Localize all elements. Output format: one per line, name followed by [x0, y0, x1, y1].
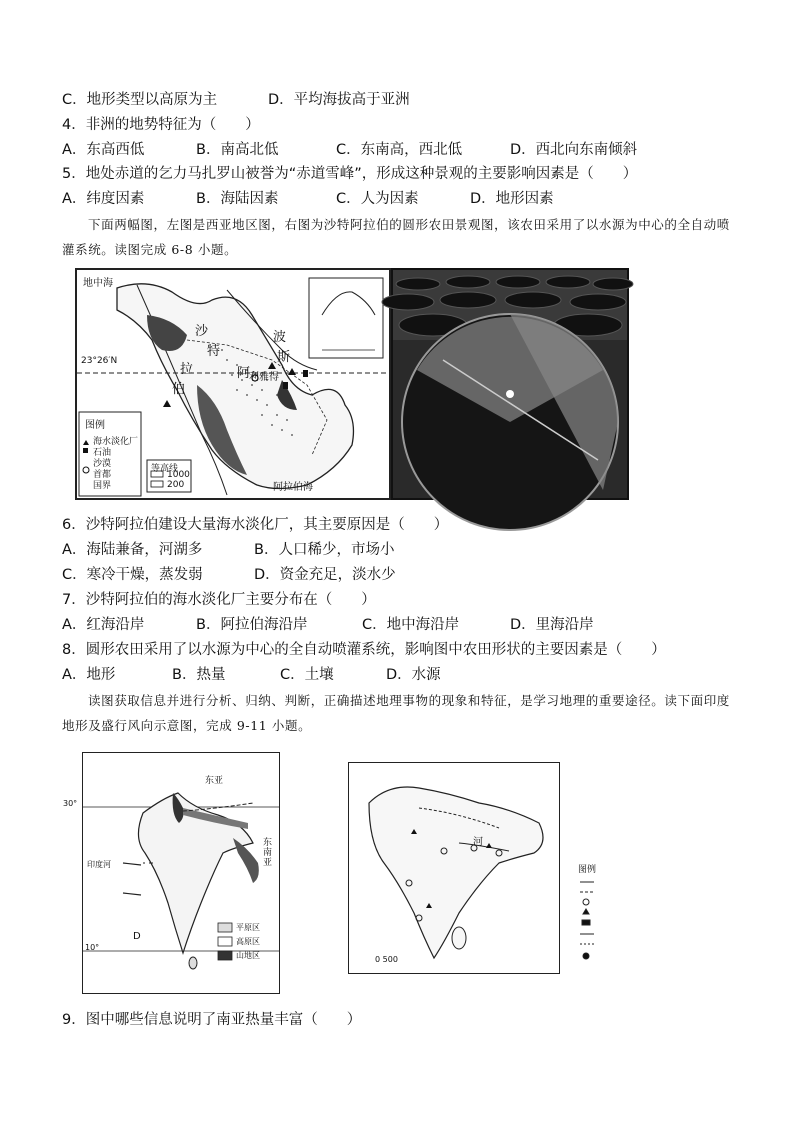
q3-option-c: C．地形类型以高原为主	[62, 92, 218, 108]
map1-elev-1000: 1000	[167, 470, 190, 480]
map3-legend-title: 图例	[578, 865, 597, 875]
q6-option-b: B．人口稀少，市场小	[254, 542, 395, 558]
map1-legend-title: 图例	[85, 420, 105, 431]
q3-option-d: D．平均海拔高于亚洲	[268, 92, 410, 108]
map1-place-sha: 沙	[195, 324, 209, 339]
map1-elev-title: 等高线	[151, 464, 179, 474]
map2-label-d: D	[133, 931, 141, 942]
map1-place-si: 斯	[277, 350, 291, 365]
map1-legend-desal: 海水淡化厂	[93, 437, 139, 447]
q4-stem: 4．非洲的地势特征为（ ）	[62, 117, 260, 133]
south-asia-legend	[566, 862, 626, 972]
q4-option-b: B．南高北低	[196, 142, 279, 158]
map1-place-tl: 利雅得	[249, 372, 279, 383]
q5-option-a: A．纬度因素	[62, 191, 145, 207]
south-asia-map	[348, 762, 560, 974]
map2-label-indian: 印度河	[87, 860, 111, 869]
map2-label-dongya: 东亚	[205, 776, 224, 786]
q7-option-b: B．阿拉伯海沿岸	[196, 617, 308, 633]
map3-label-he: 河	[473, 837, 483, 848]
q7-option-a: A．红海沿岸	[62, 617, 145, 633]
map1-legend-oil: 石油	[93, 448, 112, 458]
q4-option-c: C．东南高，西北低	[336, 142, 463, 158]
map1-place-gulf: 阿拉伯海	[273, 482, 313, 493]
q8-option-c: C．土壤	[280, 667, 334, 683]
q7-option-c: C．地中海沿岸	[362, 617, 460, 633]
circular-farmland-photo	[391, 268, 629, 500]
map1-legend-border: 国界	[93, 481, 112, 491]
q6-stem: 6．沙特阿拉伯建设大量海水淡化厂，其主要原因是（ ）	[62, 517, 449, 533]
map1-sea-label: 地中海	[83, 278, 113, 289]
map1-place-te: 特	[207, 344, 221, 359]
map1-place-a: 阿	[237, 366, 251, 381]
map1-legend-capital: 首都	[93, 470, 112, 480]
west-asia-map-drawing	[77, 270, 389, 498]
circular-farmland-drawing	[393, 270, 627, 498]
q6-option-a: A．海陆兼备，河湖多	[62, 542, 203, 558]
map2-lat10: 10°	[85, 943, 100, 952]
q8-option-d: D．水源	[386, 667, 441, 683]
q6-option-d: D．资金充足，淡水少	[254, 567, 396, 583]
q5-option-d: D．地形因素	[470, 191, 554, 207]
q9-stem: 9．图中哪些信息说明了南亚热量丰富（ ）	[62, 1012, 362, 1028]
map1-legend-desert: 沙漠	[93, 459, 112, 469]
map2-lat30: 30°	[63, 799, 78, 808]
map1-place-bo: 伯	[172, 382, 186, 397]
q8-option-a: A．地形	[62, 667, 116, 683]
q4-option-d: D．西北向东南倾斜	[510, 142, 638, 158]
map1-lat-label: 23°26′N	[81, 356, 118, 366]
india-terrain-map	[63, 752, 280, 994]
map2-legend-mountain: 山地区	[236, 951, 260, 960]
intro-9-11: 读图获取信息并进行分析、归纳、判断，正确描述地理事物的现象和特征，是学习地理的重要途径。读下面印度地形及盛行风向示意图，完成 9-11 小题。	[62, 693, 730, 733]
q4-option-a: A．东高西低	[62, 142, 145, 158]
intro-6-8: 下面两幅图，左图是西亚地区图，右图为沙特阿拉伯的圆形农田景观图，该农田采用了以水源为中心的全自动喷灌系统。读图完成 6-8 小题。	[62, 217, 730, 257]
map3-legend-symbols	[566, 876, 626, 972]
map2-label-dongnanya: 东南亚	[263, 838, 273, 868]
map1-place-la: 拉	[180, 362, 194, 377]
q7-stem: 7．沙特阿拉伯的海水淡化厂主要分布在（ ）	[62, 592, 376, 608]
map2-legend-plateau: 高原区	[236, 937, 260, 946]
map1-elev-200: 200	[167, 480, 185, 490]
q5-option-b: B．海陆因素	[196, 191, 279, 207]
south-asia-drawing	[349, 763, 559, 973]
q8-option-b: B．热量	[172, 667, 226, 683]
west-asia-map	[75, 268, 391, 500]
q8-stem: 8．圆形农田采用了以水源为中心的全自动喷灌系统，影响图中农田形状的主要因素是（ ）	[62, 642, 666, 658]
map2-legend-plain: 平原区	[236, 923, 260, 932]
q5-option-c: C．人为因素	[336, 191, 419, 207]
q7-option-d: D．里海沿岸	[510, 617, 594, 633]
map1-place-fa: 波	[273, 330, 287, 345]
map3-scale: 0 500	[375, 955, 398, 964]
q5-stem: 5．地处赤道的乞力马扎罗山被誉为“赤道雪峰”，形成这种景观的主要影响因素是（ ）	[62, 166, 638, 182]
q6-option-c: C．寒冷干燥，蒸发弱	[62, 567, 203, 583]
